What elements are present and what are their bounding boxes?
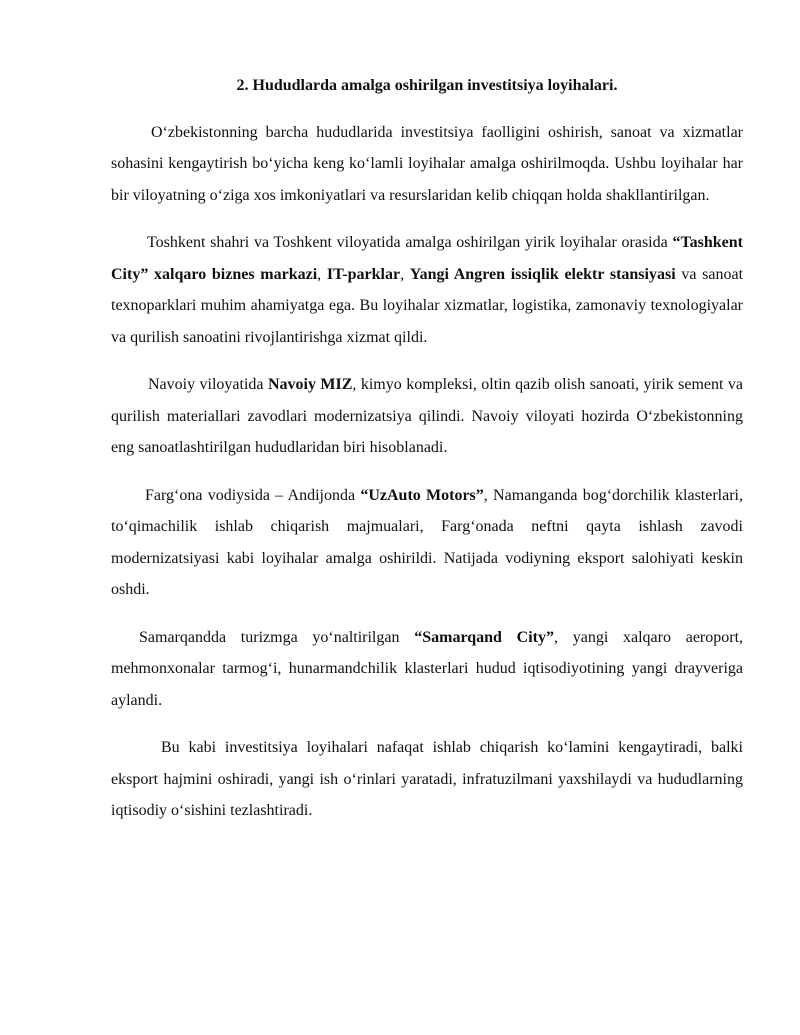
bold-text: “UzAuto Motors” [360,486,484,504]
text-run: Samarqandda turizmga yo‘naltirilgan [139,628,415,646]
document-page [111,70,743,843]
text-run: , Namanganda bog‘dorchilik klasterlari, to‘qimachilik ishlab chiqarish majmualari, Farg‘onada neftni qayta ishlash zavodi modernizatsiyasi kabi loyihalar amalga oshirildi. Natijada vodiyning eksport salohiyati keskin oshdi. [111,486,744,598]
body-text [111,117,743,827]
text-run: Navoiy viloyatida [148,376,268,393]
text-run: , [317,265,327,283]
text-run: O‘zbekistonning barcha hududlarida investitsiya faolligini oshirish, sanoat va xizmatlar sohasini kengaytirish bo‘yicha keng ko‘lamli loyihalar amalga oshirilmoqda. Ushbu loyihalar har bir viloyatning o‘ziga xos imkoniyatlari va resurslaridan kelib chiqqan holda shakllantirilgan. [111,123,743,204]
bold-text: IT-parklar [326,265,401,283]
section-heading: 2. Hududlarda amalga oshirilgan investitsiya loyihalari. [236,77,618,94]
text-run: , [400,265,410,283]
paragraph-4 [111,480,743,606]
paragraph-6 [111,732,743,827]
text-run: Toshkent shahri va Toshkent viloyatida amalga oshirilgan yirik loyihalar orasida [147,234,673,251]
paragraph-2 [111,227,743,353]
paragraph-5 [111,622,743,717]
text-run: va sanoat texnoparklari muhim ahamiyatga ega. Bu loyihalar xizmatlar, logistika, zamonaviy texnologiyalar va qurilish sanoatini rivojlantirishga xizmat qildi. [111,265,744,346]
bold-text: “Tashkent City” xalqaro biznes markazi [111,234,743,283]
bold-text: Yangi Angren issiqlik elektr stansiyasi [409,265,676,283]
paragraph-3 [111,369,743,464]
text-run: , kimyo kompleksi, oltin qazib olish sanoati, yirik sement va qurilish materiallari zavodlari modernizatsiya qilindi. Navoiy viloyati hozirda O‘zbekistonning eng sanoatlashtirilgan hududlaridan biri hisoblanadi. [111,376,744,456]
paragraph-1 [111,117,743,212]
bold-text: Navoiy MIZ [267,376,353,393]
text-run: Bu kabi investitsiya loyihalari nafaqat ishlab chiqarish ko‘lamini kengaytiradi, balki eksport hajmini oshiradi, yangi ish o‘rinlari yaratadi, infratuzilmani yaxshilaydi va hududlarning iqtisodiy o‘sishini tezlashtiradi. [111,739,743,819]
text-run: Farg‘ona vodiysida – Andijonda [145,486,361,504]
text-run: , yangi xalqaro aeroport, mehmonxonalar tarmog‘i, hunarmandchilik klasterlari hudud iqtisodiyotining yangi drayveriga aylandi. [111,628,744,709]
bold-text: “Samarqand City” [414,628,555,646]
